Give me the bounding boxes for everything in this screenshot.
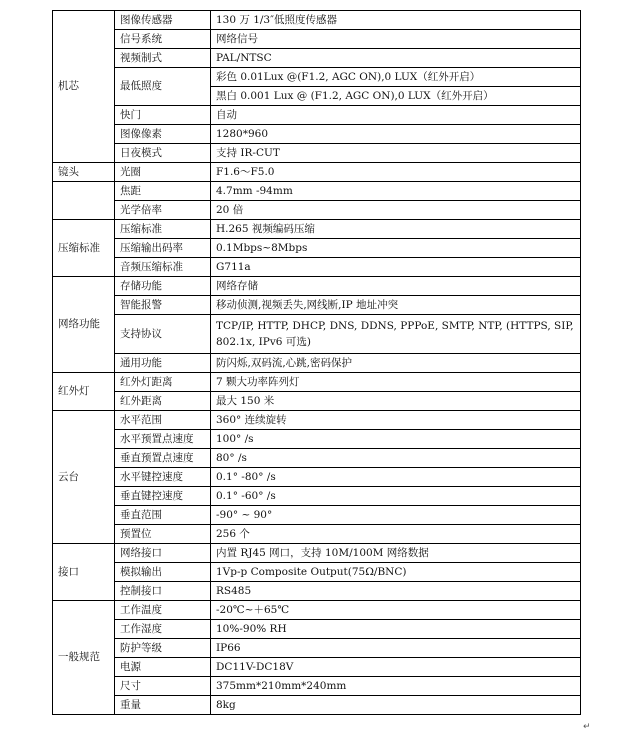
item-cell: 压缩输出码率 [115,239,211,258]
item-cell: 信号系统 [115,30,211,49]
category-cell: 机芯 [53,11,115,163]
item-cell: 快门 [115,106,211,125]
value-cell: 支持 IR-CUT [211,144,581,163]
category-cell: 云台 [53,411,115,544]
table-row [53,163,581,182]
item-cell: 垂直键控速度 [115,487,211,506]
item-cell: 水平范围 [115,411,211,430]
value-cell: H.265 视频编码压缩 [211,220,581,239]
category-cell: 一般规范 [53,601,115,715]
value-cell: 移动侦测,视频丢失,网线断,IP 地址冲突 [211,296,581,315]
item-cell: 网络接口 [115,544,211,563]
value-cell: 网络存储 [211,277,581,296]
item-cell: 日夜模式 [115,144,211,163]
item-cell: 压缩标准 [115,220,211,239]
item-cell: 重量 [115,696,211,715]
value-cell: 8kg [211,696,581,715]
value-cell: 最大 150 米 [211,392,581,411]
item-cell: 垂直范围 [115,506,211,525]
table-row [53,296,581,315]
value-cell: 0.1° -60° /s [211,487,581,506]
item-cell: 智能报警 [115,296,211,315]
table-row [53,639,581,658]
table-row [53,30,581,49]
value-cell: 80° /s [211,449,581,468]
table-row [53,620,581,639]
table-row [53,392,581,411]
table-row [53,354,581,373]
table-row [53,487,581,506]
item-cell: 预置位 [115,525,211,544]
table-row [53,144,581,163]
item-cell: 存储功能 [115,277,211,296]
item-cell: 电源 [115,658,211,677]
table-row [53,468,581,487]
table-row [53,106,581,125]
value-cell: 网络信号 [211,30,581,49]
value-cell: 防闪烁,双码流,心跳,密码保护 [211,354,581,373]
table-row [53,506,581,525]
item-cell: 水平预置点速度 [115,430,211,449]
item-cell: 支持协议 [115,315,211,354]
value-cell: 彩色 0.01Lux @(F1.2, AGC ON),0 LUX（红外开启） [211,68,581,87]
value-cell: 375mm*210mm*240mm [211,677,581,696]
item-cell: 工作湿度 [115,620,211,639]
item-cell: 垂直预置点速度 [115,449,211,468]
item-cell: 控制接口 [115,582,211,601]
value-cell: F1.6～F5.0 [211,163,581,182]
table-row [53,430,581,449]
item-cell: 工作温度 [115,601,211,620]
table-row [53,258,581,277]
value-cell: 7 颗大功率阵列灯 [211,373,581,392]
value-cell: PAL/NTSC [211,49,581,68]
item-cell: 红外灯距离 [115,373,211,392]
item-cell: 光学倍率 [115,201,211,220]
table-row [53,411,581,430]
value-cell: 自动 [211,106,581,125]
value-cell: 10%-90% RH [211,620,581,639]
table-row [53,449,581,468]
value-cell: 0.1Mbps~8Mbps [211,239,581,258]
category-cell: 网络功能 [53,277,115,373]
value-cell: 黑白 0.001 Lux @ (F1.2, AGC ON),0 LUX（红外开启） [211,87,581,106]
table-row [53,582,581,601]
item-cell: 音频压缩标准 [115,258,211,277]
value-cell: RS485 [211,582,581,601]
category-cell: 红外灯 [53,373,115,411]
item-cell: 图像像素 [115,125,211,144]
value-cell: 4.7mm -94mm [211,182,581,201]
category-cell: 压缩标准 [53,220,115,277]
value-cell: -20℃~＋65℃ [211,601,581,620]
value-cell: 100° /s [211,430,581,449]
item-cell: 视频制式 [115,49,211,68]
table-row [53,220,581,239]
value-cell: 130 万 1/3″低照度传感器 [211,11,581,30]
table-row [53,201,581,220]
table-row [53,125,581,144]
table-row [53,601,581,620]
item-cell: 模拟输出 [115,563,211,582]
value-cell: 20 倍 [211,201,581,220]
value-cell: IP66 [211,639,581,658]
item-cell: 图像传感器 [115,11,211,30]
spec-table [52,10,581,715]
value-cell: 内置 RJ45 网口，支持 10M/100M 网络数据 [211,544,581,563]
value-cell: 1280*960 [211,125,581,144]
table-row [53,68,581,87]
item-cell: 尺寸 [115,677,211,696]
paragraph-mark-icon: ↵ [583,722,591,732]
item-cell: 焦距 [115,182,211,201]
spec-table-body [53,11,581,715]
table-row [53,315,581,354]
table-row [53,525,581,544]
table-row [53,544,581,563]
item-cell: 最低照度 [115,68,211,106]
category-cell: 接口 [53,544,115,601]
value-cell: DC11V-DC18V [211,658,581,677]
table-row [53,277,581,296]
value-cell: 1Vp-p Composite Output(75Ω/BNC) [211,563,581,582]
item-cell: 红外距离 [115,392,211,411]
table-row [53,563,581,582]
value-cell: -90° ~ 90° [211,506,581,525]
table-row [53,239,581,258]
category-cell-empty [53,182,115,220]
value-cell: 0.1° -80° /s [211,468,581,487]
table-row [53,373,581,392]
category-cell: 镜头 [53,163,115,182]
value-cell: 360° 连续旋转 [211,411,581,430]
table-row [53,696,581,715]
value-cell: TCP/IP, HTTP, DHCP, DNS, DDNS, PPPoE, SMTP, NTP, (HTTPS, SIP, 802.1x, IPv6 可选) [211,315,581,354]
value-cell: 256 个 [211,525,581,544]
item-cell: 光圈 [115,163,211,182]
item-cell: 水平键控速度 [115,468,211,487]
table-row [53,11,581,30]
table-row [53,182,581,201]
value-cell: G711a [211,258,581,277]
table-row [53,658,581,677]
table-row [53,677,581,696]
item-cell: 通用功能 [115,354,211,373]
table-row [53,49,581,68]
item-cell: 防护等级 [115,639,211,658]
